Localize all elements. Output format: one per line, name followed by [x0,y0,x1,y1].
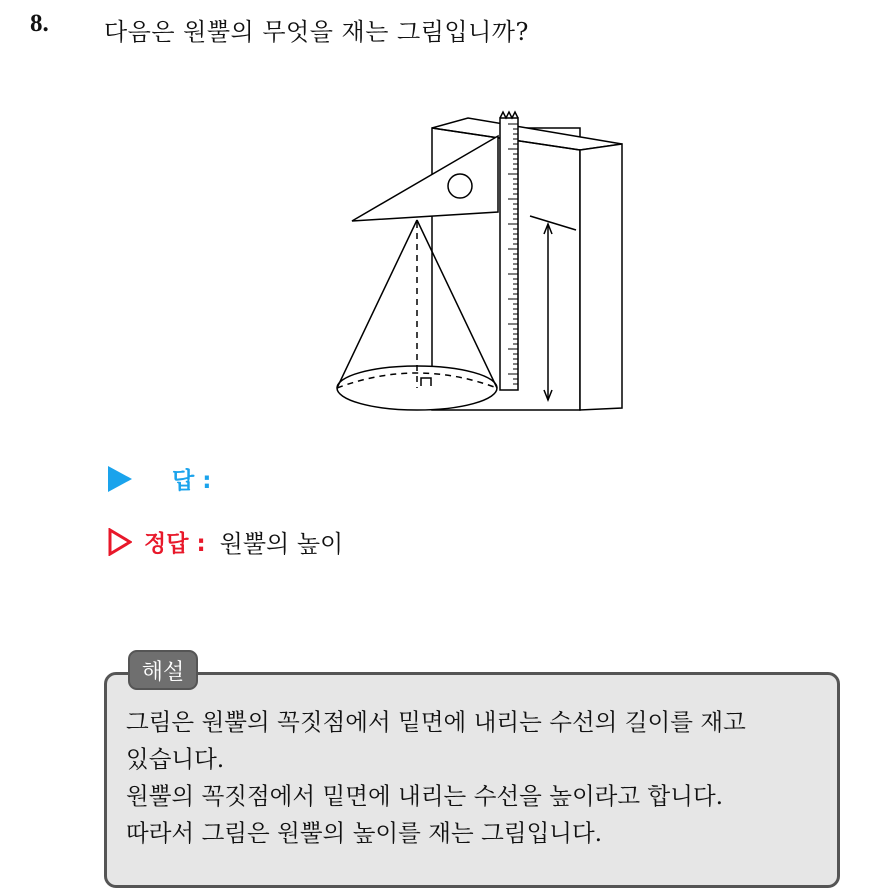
explanation-line: 있습니다. [126,745,225,773]
explanation-line: 원뿔의 꼭짓점에서 밑면에 내리는 수선을 높이라고 합니다. [126,782,724,810]
correct-answer-label: 정답 : [144,531,206,557]
explanation-text [126,704,836,852]
answer-label: 답 : [172,468,212,494]
cone-height-figure [330,108,630,418]
answer-row [108,462,211,495]
correct-answer-value: 원뿔의 높이 [219,530,344,558]
outline-triangle-icon [108,528,132,556]
explanation-line: 따라서 그림은 원뿔의 높이를 재는 그림입니다. [126,819,603,847]
set-square [352,136,498,221]
set-square-hole [448,174,472,198]
explanation-line: 그림은 원뿔의 꼭짓점에서 밑면에 내리는 수선의 길이를 재고 [126,708,746,736]
question-text: 다음은 원뿔의 무엇을 재는 그림입니까? [104,18,529,46]
explanation-tab: 해설 [128,650,198,690]
play-triangle-icon [108,466,132,492]
block-side [580,144,622,410]
question-number: 8. [30,10,49,37]
correct-answer-row [108,524,343,559]
